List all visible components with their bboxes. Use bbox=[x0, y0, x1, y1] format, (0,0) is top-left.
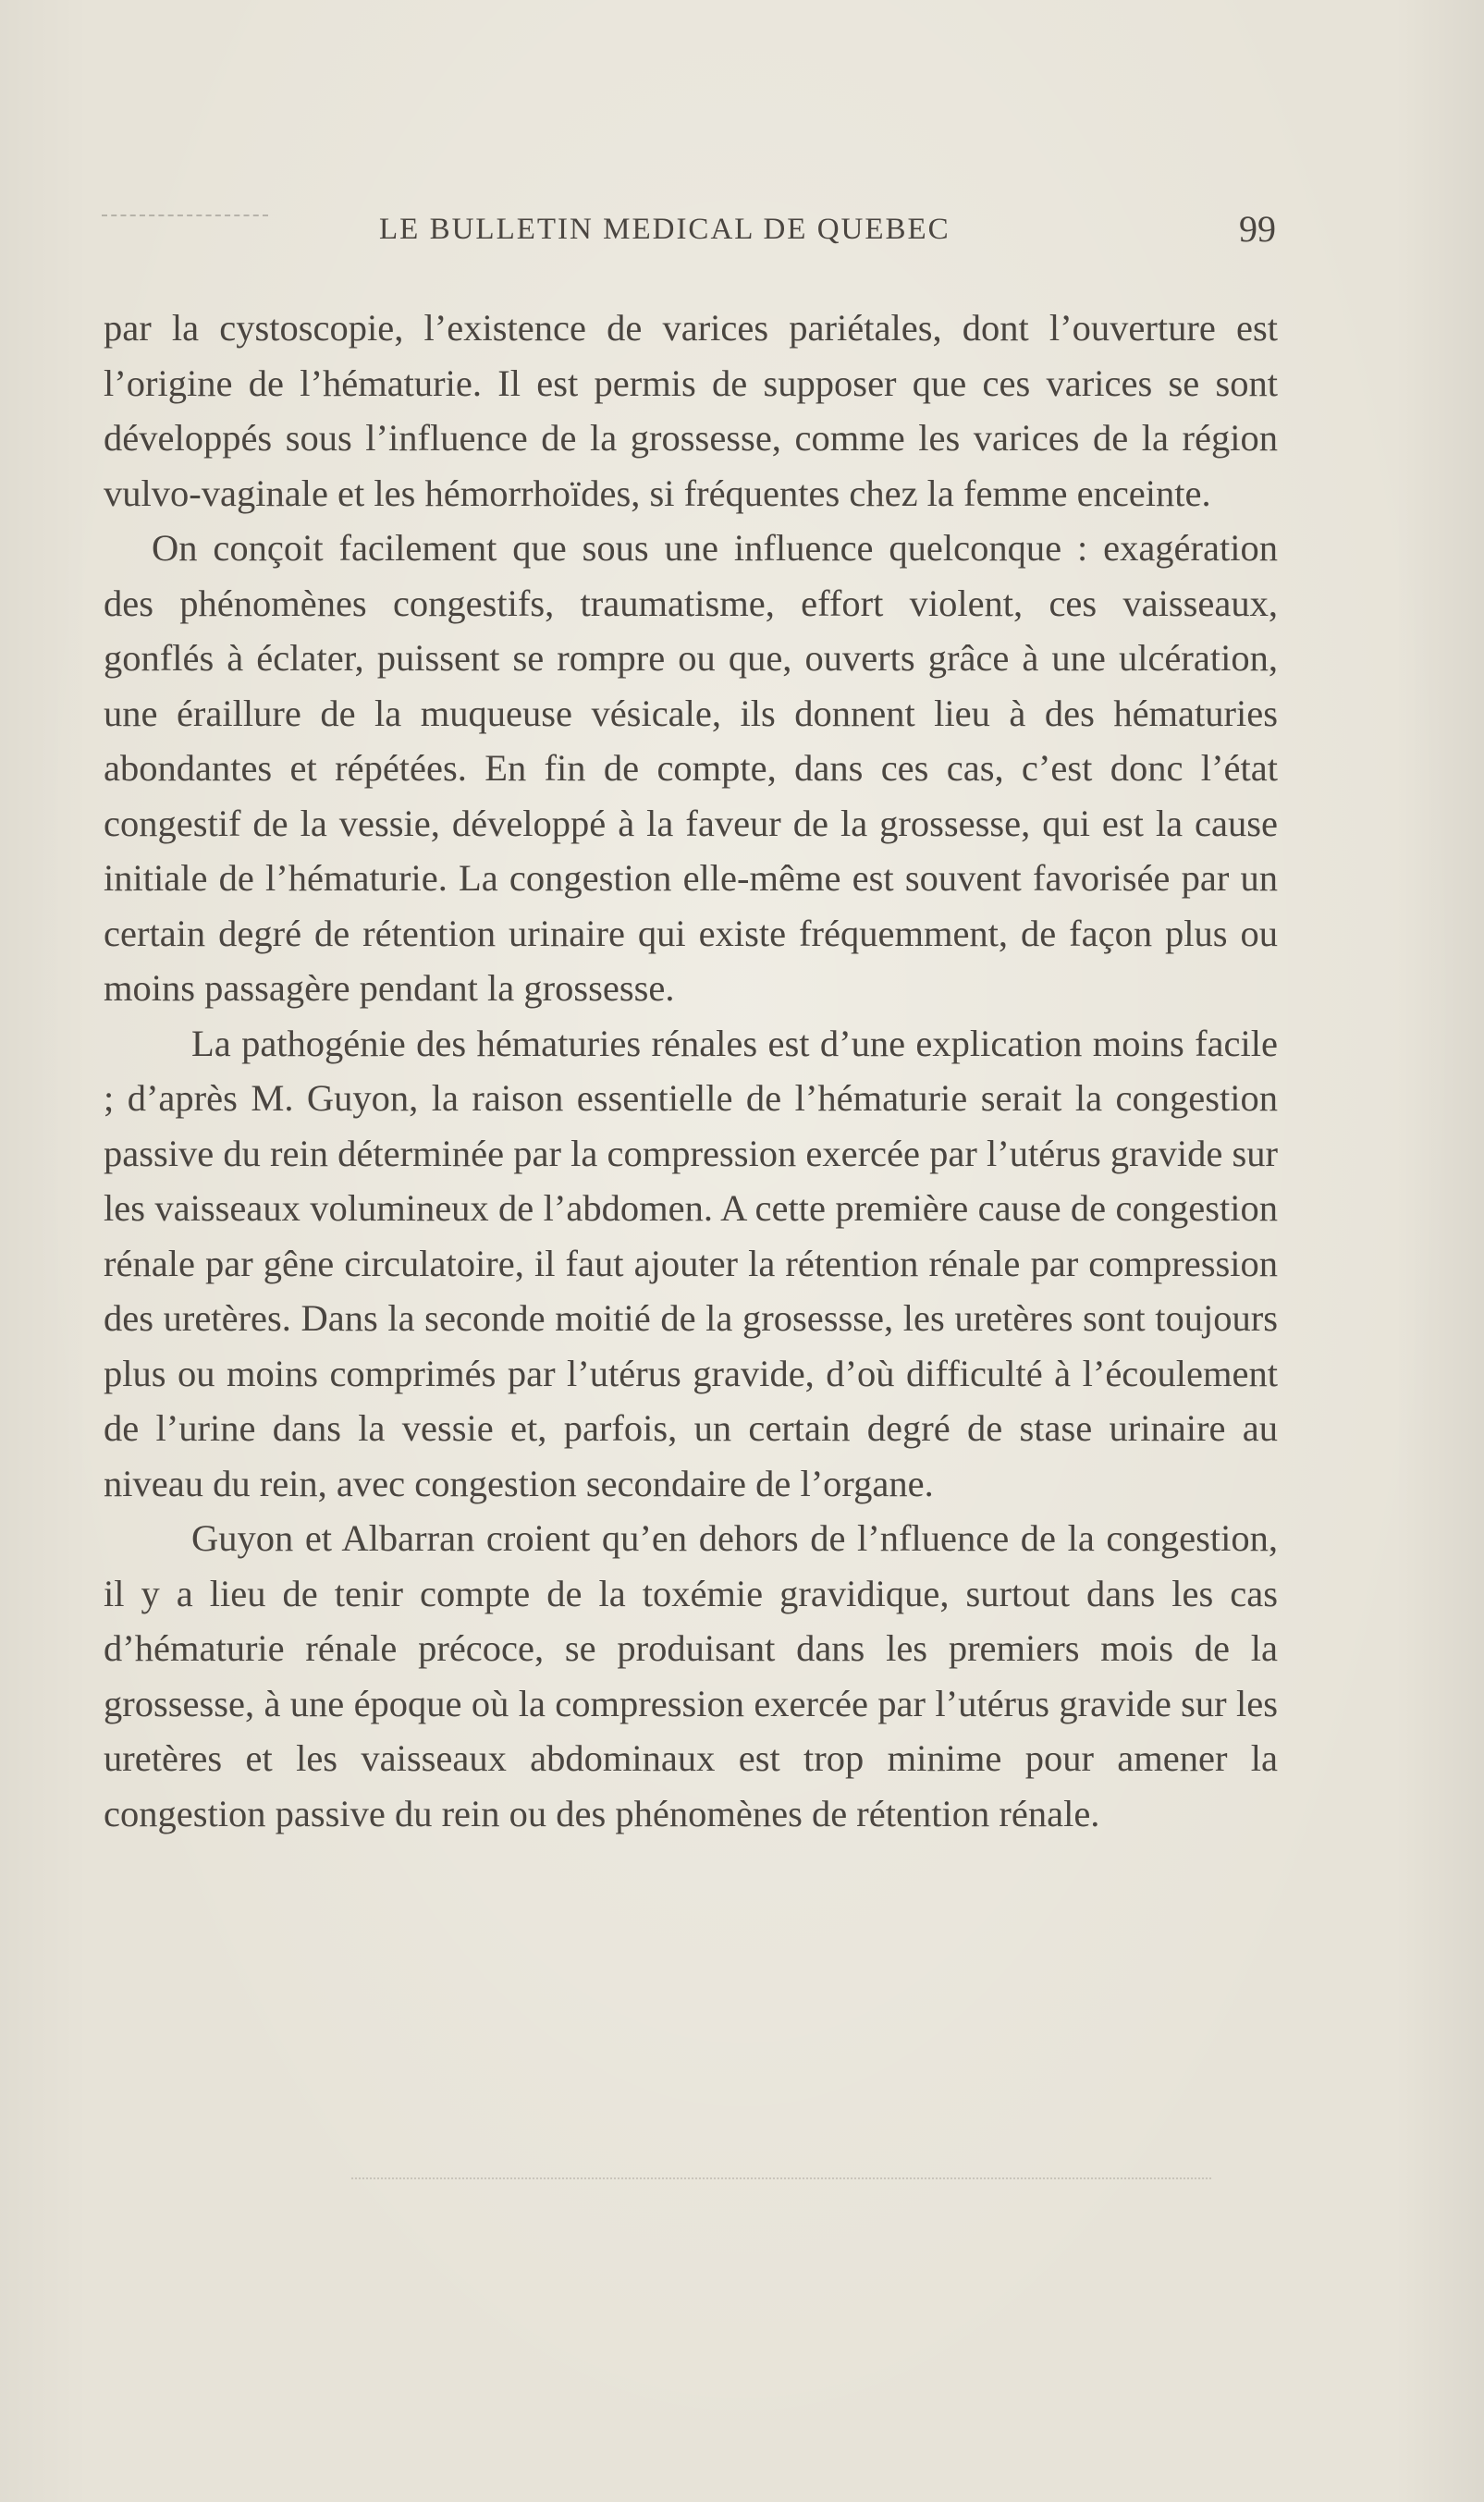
running-head: LE BULLETIN MEDICAL DE QUEBEC bbox=[379, 213, 950, 246]
page-number: 99 bbox=[1239, 208, 1276, 250]
body-text bbox=[104, 300, 1278, 1841]
paragraph-1: par la cystoscopie, l’existence de varices pariétales, dont l’ouverture est l’origine de l’hématurie. Il est permis de supposer que ces varices se sont développés sous l’influence de la grossesse, comme les varices de la région vulvo-vaginale et les hémorrhoïdes, si fréquentes chez la femme enceinte. bbox=[104, 307, 1278, 514]
page-header bbox=[102, 205, 1276, 255]
footer-rule bbox=[351, 2177, 1211, 2181]
paragraph-3: La pathogénie des hématuries rénales est d’une explication moins facile ; d’après M. Guyon, la raison essentielle de l’hématurie serait la congestion passive du rein déterminée par la compression exercée par l’utérus gravide sur les vaisseaux volumineux de l’abdomen. A cette première cause de congestion rénale par gêne circulatoire, il faut ajouter la rétention rénale par compression des uretères. Dans la seconde moitié de la grosessse, les uretères sont toujours plus ou moins comprimés par l’utérus gravide, d’où difficulté à l’écoulement de l’urine dans la vessie et, parfois, un certain degré de stase urinaire au niveau du rein, avec congestion secondaire de l’organe. bbox=[104, 1022, 1278, 1504]
paragraph-2: On conçoit facilement que sous une influence quelconque : exagération des phénomènes congestifs, traumatisme, effort violent, ces vaisseaux, gonflés à éclater, puissent se rompre ou que, ouverts grâce à une ulcération, une éraillure de la muqueuse vésicale, ils donnent lieu à des hématuries abondantes et répétées. En fin de compte, dans ces cas, c’est donc l’état congestif de la vessie, développé à la faveur de la grossesse, qui est la cause initiale de l’hématurie. La congestion elle-même est souvent favorisée par un certain degré de rétention urinaire qui existe fréquemment, de façon plus ou moins passagère pendant la grossesse. bbox=[104, 527, 1278, 1009]
paragraph-4: Guyon et Albarran croient qu’en dehors de l’nfluence de la congestion, il y a lieu de tenir compte de la toxémie gravidique, surtout dans les cas d’hématurie rénale précoce, se produisant dans les premiers mois de la grossesse, à une époque où la compression exercée par l’utérus gravide sur les uretères et les vaisseaux abdominaux est trop minime pour amener la congestion passive du rein ou des phénomènes de rétention rénale. bbox=[104, 1517, 1278, 1834]
header-dash-mark bbox=[102, 215, 268, 218]
